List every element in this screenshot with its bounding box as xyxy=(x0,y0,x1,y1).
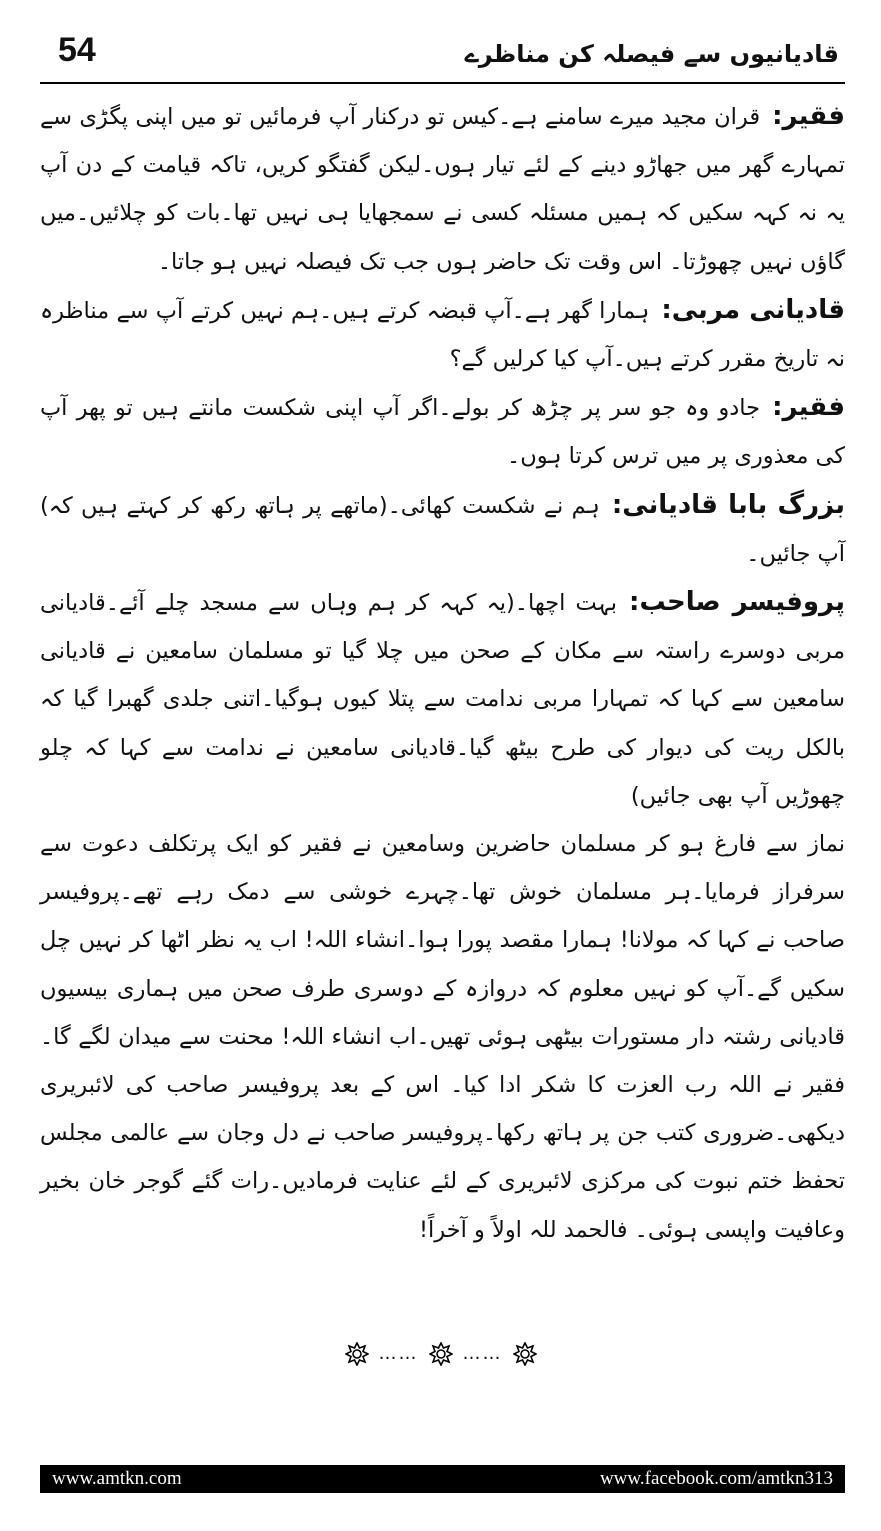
speaker-label: بزرگ بابا قادیانی: xyxy=(611,489,845,520)
page-footer xyxy=(40,1465,845,1493)
ornament-dots: …… xyxy=(462,1343,503,1364)
paragraph-5 xyxy=(40,578,845,820)
paragraph-4 xyxy=(40,481,845,578)
paragraph-text: ہمارا گھر ہے۔آپ قبضہ کرتے ہیں۔ہم نہیں کرتے آپ سے مناظرہ نہ تاریخ مقرر کرتے ہیں۔آپ کیا کرلیں گے؟ xyxy=(40,297,845,373)
paragraph-text: بہت اچھا۔(یہ کہہ کر ہم وہاں سے مسجد چلے آئے۔قادیانی مربی دوسرے راستہ سے مکان کے صحن میں چلا گیا تو مسلمان سامعین نے قادیانی سامعین سے کہا کہ تمہارا مربی ندامت سے پتلا کیوں ہوگیا۔اتنی جلدی گھبرا گیا کہ بالکل ریت کی دیوار کی طرح بیٹھ گیا۔قادیانی سامعین نے ندامت سے کہا کہ چلو چھوڑیں آپ بھی جائیں) xyxy=(40,590,845,809)
paragraph-text: جادو وہ جو سر پر چڑھ کر بولے۔اگر آپ اپنی شکست مانتے ہیں تو پھر آپ کی معذوری پر میں ترس کرتا ہوں۔ xyxy=(40,395,845,470)
paragraph-3 xyxy=(40,383,845,480)
section-end-ornament xyxy=(0,1336,881,1372)
speaker-label: پروفیسر صاحب: xyxy=(629,587,845,618)
paragraph-text: ہم نے شکست کھائی۔(ماتھے پر ہاتھ رکھ کر کہتے ہیں کہ) آپ جائیں۔ xyxy=(40,492,845,567)
speaker-label: فقیر: xyxy=(772,392,845,423)
page-body xyxy=(40,92,845,1254)
star-ornament-icon xyxy=(429,1342,453,1366)
paragraph-6 xyxy=(40,820,845,1254)
paragraph-2 xyxy=(40,286,845,383)
star-ornament-icon xyxy=(345,1342,369,1366)
page-header xyxy=(40,26,845,84)
paragraph-1 xyxy=(40,92,845,286)
website-link[interactable]: www.amtkn.com xyxy=(52,1468,182,1489)
speaker-label: قادیانی مربی: xyxy=(661,294,846,325)
paragraph-text: نماز سے فارغ ہو کر مسلمان حاضرین وسامعین نے فقیر کو ایک پرتکلف دعوت سے سرفراز فرمایا۔ہر مسلمان خوش تھا۔چہرے خوشی سے دمک رہے تھے۔پروفیسر صاحب نے کہا کہ مولانا! ہمارا مقصد پورا ہوا۔انشاء اللہ! اب یہ نظر اٹھا کر نہیں چل سکیں گے۔آپ کو نہیں معلوم کہ دروازہ کے دوسری طرف صحن میں ہماری بیسیوں قادیانی رشتہ دار مستورات بیٹھی ہوئی تھیں۔اب انشاء اللہ! محنت سے میدان لگے گا۔فقیر نے اللہ رب العزت کا شکر ادا کیا۔ اس کے بعد پروفیسر صاحب کی لائبریری دیکھی۔ضروری کتب جن پر ہاتھ رکھا۔پروفیسر صاحب نے دل وجان سے عالمی مجلس تحفظ ختم نبوت کی مرکزی لائبریری کے لئے عنایت فرمادیں۔رات گئے گوجر خان بخیر وعافیت واپسی ہوئی۔ فالحمد للہ اولاً و آخراً! xyxy=(40,831,845,1243)
ornament-dots: …… xyxy=(378,1343,419,1364)
paragraph-text: قران مجید میرے سامنے ہے۔کیس تو درکنار آپ فرمائیں تو میں اپنی پگڑی سے تمہارے گھر میں جھاڑو دینے کے لئے تیار ہوں۔لیکن گفتگو کریں، تاکہ قیامت کے دن آپ یہ نہ کہہ سکیں کہ ہمیں مسئلہ کسی نے سمجھایا ہی نہیں تھا۔بات کو چلائیں۔میں گاؤں نہیں چھوڑتا۔ اس وقت تک حاضر ہوں جب تک فیصلہ نہیں ہو جاتا۔ xyxy=(40,104,845,275)
facebook-link[interactable]: www.facebook.com/amtkn313 xyxy=(599,1468,833,1489)
star-ornament-icon xyxy=(513,1342,537,1366)
page-number: 54 xyxy=(58,31,96,69)
book-title: قادیانیوں سے فیصلہ کن مناظرے xyxy=(464,40,839,68)
speaker-label: فقیر: xyxy=(772,101,845,131)
